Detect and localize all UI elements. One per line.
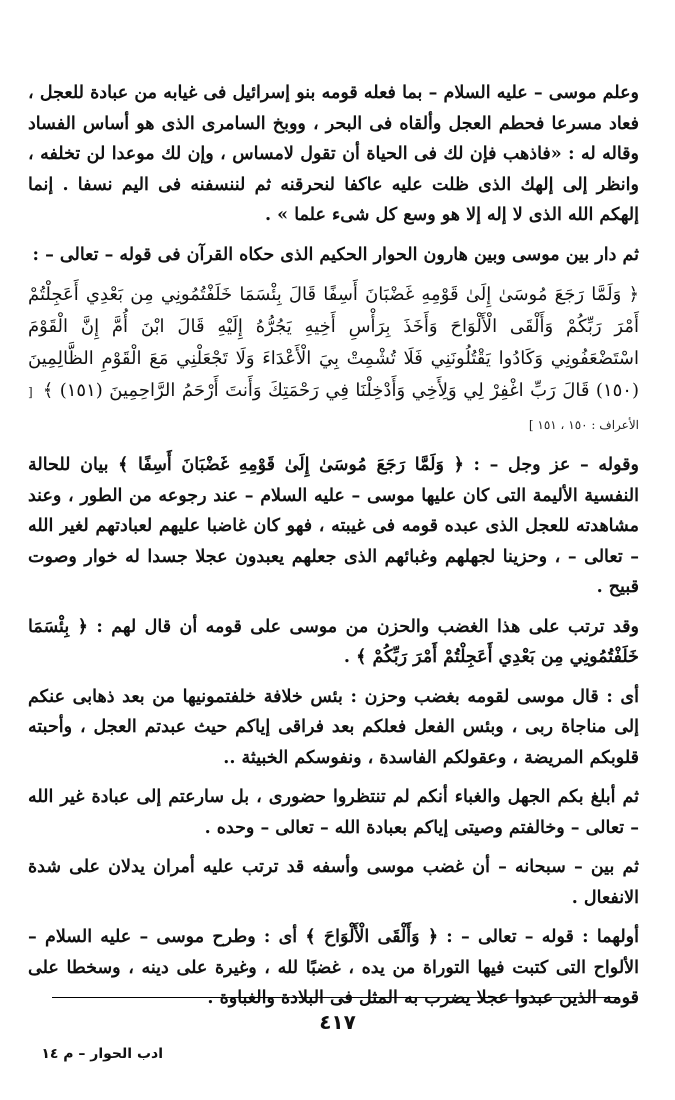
page-number: ٤١٧ xyxy=(319,1010,356,1034)
paragraph-6: أى : قال موسى لقومه بغضب وحزن : بئس خلافة خلفتمونيها من بعد ذهابى عنكم إلى مناجاة ربى ، وبئس الفعل فعلكم بعد فراقى إياكم حيث عبدتم العجل ، وأحبته قلوبكم المريضة ، وعقولكم الفاسدة ، ونفوسكم الخبيثة .. xyxy=(28,686,639,768)
paragraph-4: وقوله – عز وجل – : ﴿ وَلَمَّا رَجَعَ مُوسَىٰ إِلَىٰ قَوْمِهِ غَضْبَانَ أَسِفًا ﴾ بيان للحالة النفسية الأليمة التى كان عليها موسى – عليه السلام – عند رجوعه من الطور ، وعند مشاهدته للعجل الذى عبده قومه فى غيبته ، فهو كان غاضبا عليهم لعبادتهم لغير الله – تعالى – ، وحزينا لجهلهم وغبائهم الذى جعلهم يعبدون عجلا جسدا له خوار وصوت قبيح . xyxy=(28,455,639,597)
footer-divider xyxy=(52,997,619,998)
quran-verse-text: ﴿ وَلَمَّا رَجَعَ مُوسَىٰ إِلَىٰ قَوْمِهِ غَضْبَانَ أَسِفًا قَالَ بِئْسَمَا خَلَفْتُمُونِي مِن بَعْدِي أَعَجِلْتُمْ أَمْرَ رَبِّكُمْ وَأَلْقَى الْأَلْوَاحَ وَأَخَذَ بِرَأْسِ أَخِيهِ يَجُرُّهُ إِلَيْهِ قَالَ ابْنَ أُمَّ إِنَّ الْقَوْمَ اسْتَضْعَفُونِي وَكَادُوا يَقْتُلُونَنِي فَلَا تُشْمِتْ بِيَ الْأَعْدَاءَ وَلَا تَجْعَلْنِي مَعَ الْقَوْمِ الظَّالِمِينَ (١٥٠) قَالَ رَبِّ اغْفِرْ لِي وَلِأَخِي وَأَدْخِلْنَا فِي رَحْمَتِكَ وَأَنتَ أَرْحَمُ الرَّاحِمِينَ (١٥١) ﴾ xyxy=(28,284,639,401)
page-body xyxy=(28,78,639,1023)
paragraph-5: وقد ترتب على هذا الغضب والحزن من موسى على قومه أن قال لهم : ﴿ بِئْسَمَا خَلَفْتُمُونِي مِن بَعْدِي أَعَجِلْتُمْ أَمْرَ رَبِّكُمْ ﴾ . xyxy=(28,616,639,667)
quran-verse-block xyxy=(28,279,639,441)
paragraph-1: وعلم موسى – عليه السلام – بما فعله قومه بنو إسرائيل فى غيابه من عبادة للعجل ، فعاد مسرعا فحطم العجل وألقاه فى البحر ، ووبخ السامرى الذى هو أساس الفساد وقاله له : «فاذهب فإن لك فى الحياة أن تقول لامساس ، وإن لك موعدا لن تخلفه ، وانظر إلى إلهك الذى ظلت عليه عاكفا لنحرقنه ثم لننسفنه فى اليم نسفا . إنما إلهكم الله الذى لا إله إلا هو وسع كل شىء علما » . xyxy=(28,83,639,225)
paragraph-7: ثم أبلغ بكم الجهل والغباء أنكم لم تنتظروا حضورى ، بل سارعتم إلى عبادة غير الله – تعالى – وخالفتم وصيتى إياكم بعبادة الله – تعالى – وحده . xyxy=(28,787,639,838)
verse-citation: [ الأعراف : ١٥٠ ، ١٥١ ] xyxy=(28,385,639,432)
footer-label: ادب الحوار – م ١٤ xyxy=(41,1046,163,1062)
paragraph-2: ثم دار بين موسى وبين هارون الحوار الحكيم الذى حكاه القرآن فى قوله – تعالى – : xyxy=(32,244,639,265)
paragraph-8: ثم بين – سبحانه – أن غضب موسى وأسفه قد ترتب عليه أمران يدلان على شدة الانفعال . xyxy=(28,857,639,908)
paragraph-9: أولهما : قوله – تعالى – : ﴿ وَأَلْقَى الْأَلْوَاحَ ﴾ أى : وطرح موسى – عليه السلام – الألواح التى كتبت فيها التوراة من يده ، غضبًا لله ، وغيرة على دينه ، وسخطا على قومه الذين عبدوا عجلا يضرب به المثل فى البلادة والغباوة . xyxy=(28,927,639,1008)
